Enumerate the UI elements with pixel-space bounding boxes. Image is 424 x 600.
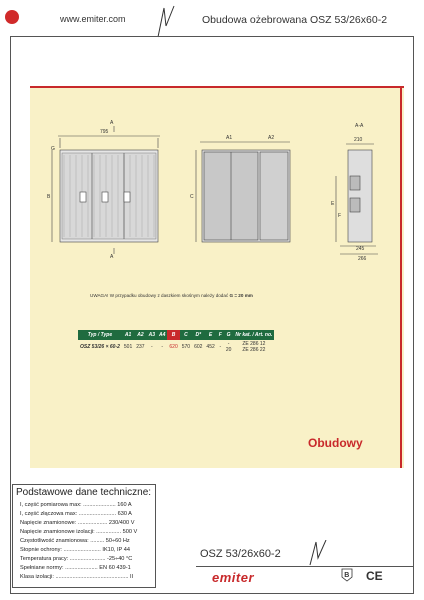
- header-type: Typ / Type: [78, 330, 122, 340]
- model-name: OSZ 53/26x60-2: [200, 548, 281, 560]
- dim-210: 210: [354, 137, 363, 143]
- list-item: I, część złączowa max: ........................ 630 A: [20, 511, 132, 517]
- header-c: C: [180, 330, 192, 340]
- category-label: Obudowy: [308, 436, 363, 450]
- cell-type: OSZ 53/26 × 60-2: [80, 344, 120, 350]
- label-g: G: [51, 146, 55, 152]
- header-g: G: [224, 330, 234, 340]
- list-item: I, część pomiarowa max: ..................... 160 A: [20, 502, 132, 508]
- note-text: UWAGA! W przypadku obudowy z daszkiem skośnym należy dodać G = 20 mm: [90, 293, 253, 298]
- technical-data-title: Podstawowe dane techniczne:: [16, 487, 152, 498]
- cell-a4: -: [161, 344, 164, 350]
- label-c: C: [190, 194, 194, 200]
- header-art-no: Nr kat. / Art. no.: [235, 332, 273, 338]
- table-row: [78, 340, 274, 354]
- section-view: [336, 144, 378, 254]
- list-item: Częstotliwość znamionowa: ......... 50÷60 Hz: [20, 538, 130, 544]
- list-item: Stopnie ochrony: ........................ IK10, IP 44: [20, 547, 130, 553]
- header-f: F: [218, 332, 222, 338]
- list-item: Klasa izolacji: ............................................... II: [20, 574, 134, 580]
- front-width-label: 795: [100, 129, 109, 135]
- section-mark-top: A: [110, 120, 114, 126]
- label-a2: A2: [268, 135, 275, 141]
- label-e: E: [331, 201, 335, 207]
- side-view: [196, 142, 290, 242]
- cell-a1: 501: [123, 344, 133, 350]
- header-a2: A2: [134, 330, 146, 340]
- header-a3: A3: [148, 332, 155, 338]
- spec-table: [78, 330, 274, 354]
- cell-f: -: [219, 344, 222, 350]
- b-certification-icon: [340, 568, 354, 582]
- dim-266: 266: [358, 256, 367, 262]
- label-a1: A1: [226, 135, 233, 141]
- header-d: D*: [192, 330, 204, 340]
- cell-g: - 20: [225, 341, 232, 353]
- header-e: E: [204, 330, 216, 340]
- section-mark-bottom: A: [110, 254, 114, 260]
- header-a1: A1: [122, 330, 134, 340]
- label-f: F: [338, 213, 342, 219]
- lightning-icon: [300, 540, 340, 566]
- cell-a3: -: [150, 344, 153, 350]
- brand-logo: emiter: [212, 570, 255, 585]
- list-item: Napięcie znamionowe: ................... 230/400 V: [20, 520, 135, 526]
- dim-245: 245: [356, 246, 365, 252]
- cell-d: 602: [194, 344, 203, 350]
- cell-a2: 237: [136, 344, 145, 350]
- cell-art-no: ZE 286 12 ZE 286 22: [242, 341, 266, 353]
- technical-data-box: [12, 484, 156, 588]
- header-a4: A4: [158, 332, 166, 338]
- website-url[interactable]: www.emiter.com: [60, 14, 126, 24]
- svg-text:B: B: [344, 572, 350, 579]
- front-view: [52, 126, 160, 254]
- page-title: Obudowa ożebrowana OSZ 53/26x60-2: [202, 14, 388, 26]
- ce-certification-icon: CE: [366, 569, 383, 583]
- cell-c: 570: [181, 344, 191, 350]
- spec-table-header: [78, 330, 274, 340]
- footer-divider: [196, 566, 414, 567]
- header-b: B: [167, 330, 179, 340]
- label-b: B: [47, 194, 51, 200]
- section-title: A-A: [355, 123, 364, 129]
- list-item: Spełniane normy: ..................... EN 60 439-1: [20, 565, 131, 571]
- cell-e: 452: [206, 344, 215, 350]
- cell-b: 620: [169, 344, 178, 350]
- list-item: Napięcie znamionowe izolacji: ................ 500 V: [20, 529, 138, 535]
- list-item: Temperatura pracy: ....................... -25÷40 °C: [20, 556, 133, 562]
